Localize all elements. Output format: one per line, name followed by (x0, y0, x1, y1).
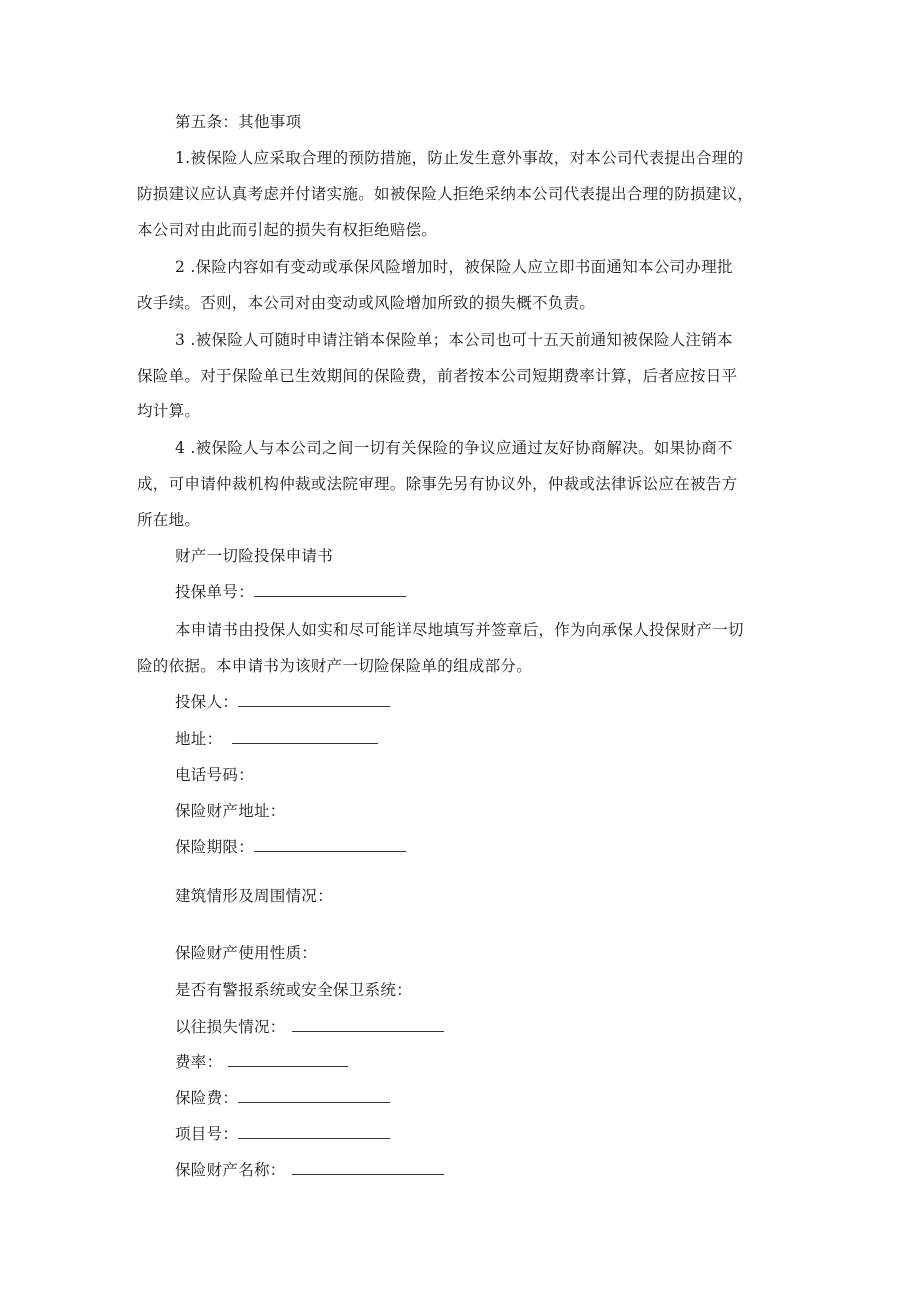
property-name-label: 保险财产名称： (175, 1161, 286, 1179)
item-4-line-1: 4 .被保险人与本公司之间一切有关保险的争议应通过友好协商解决。如果协商不 (175, 439, 733, 457)
intro-line-1: 本申请书由投保人如实和尽可能详尽地填写并签章后，作为向承保人投保财产一切 (175, 621, 744, 639)
property-name-blank[interactable] (292, 1160, 444, 1175)
period-row (175, 837, 406, 857)
address-blank[interactable] (232, 729, 378, 744)
loss-history-row (175, 1017, 444, 1037)
policy-number-blank[interactable] (254, 582, 406, 597)
property-name-row (175, 1160, 444, 1180)
loss-history-label: 以往损失情况： (175, 1018, 286, 1036)
loss-history-blank[interactable] (292, 1017, 444, 1032)
rate-row (175, 1052, 348, 1072)
premium-label: 保险费： (175, 1089, 239, 1107)
phone-label: 电话号码： (175, 766, 255, 784)
item-number-label: 项目号： (175, 1125, 239, 1143)
property-address-label: 保险财产地址： (175, 802, 286, 820)
item-2-line-2: 改手续。否则，本公司对由变动或风险增加所致的损失概不负责。 (137, 294, 596, 312)
address-label: 地址： (175, 730, 223, 748)
usage-label: 保险财产使用性质： (175, 944, 318, 962)
article-5-heading: 第五条：其他事项 (175, 113, 302, 131)
item-4-line-2: 成，可申请仲裁机构仲裁或法院审理。除事先另有协议外，仲裁或法律诉讼应在被告方 (137, 475, 738, 493)
policy-number-row (175, 582, 406, 602)
premium-row (175, 1088, 390, 1108)
item-3-line-3: 均计算。 (137, 402, 201, 420)
period-label: 保险期限： (175, 838, 255, 856)
item-3-line-2: 保险单。对于保险单已生效期间的保险费，前者按本公司短期费率计算，后者应按日平 (137, 367, 738, 385)
rate-blank[interactable] (228, 1052, 348, 1067)
building-label: 建筑情形及周围情况： (175, 887, 334, 905)
item-1-line-1: 1.被保险人应采取合理的预防措施，防止发生意外事故，对本公司代表提出合理的 (175, 149, 744, 167)
alarm-label: 是否有警报系统或安全保卫系统： (175, 981, 413, 999)
applicant-row (175, 692, 390, 712)
item-1-line-2: 防损建议应认真考虑并付诸实施。如被保险人拒绝采纳本公司代表提出合理的防损建议， (137, 185, 754, 203)
applicant-label: 投保人： (175, 693, 239, 711)
rate-label: 费率： (175, 1053, 223, 1071)
policy-number-label: 投保单号： (175, 583, 255, 601)
period-blank[interactable] (254, 837, 406, 852)
item-number-row (175, 1124, 390, 1144)
item-1-line-3: 本公司对由此而引起的损失有权拒绝赔偿。 (137, 221, 438, 239)
intro-line-2: 险的依据。本申请书为该财产一切险保险单的组成部分。 (137, 657, 533, 675)
form-title: 财产一切险投保申请书 (175, 547, 334, 565)
premium-blank[interactable] (238, 1088, 390, 1103)
address-row (175, 729, 378, 749)
item-number-blank[interactable] (238, 1124, 390, 1139)
item-2-line-1: 2 .保险内容如有变动或承保风险增加时，被保险人应立即书面通知本公司办理批 (175, 258, 733, 276)
item-3-line-1: 3 .被保险人可随时申请注销本保险单；本公司也可十五天前通知被保险人注销本 (175, 331, 733, 349)
item-4-line-3: 所在地。 (137, 511, 201, 529)
applicant-blank[interactable] (238, 692, 390, 707)
